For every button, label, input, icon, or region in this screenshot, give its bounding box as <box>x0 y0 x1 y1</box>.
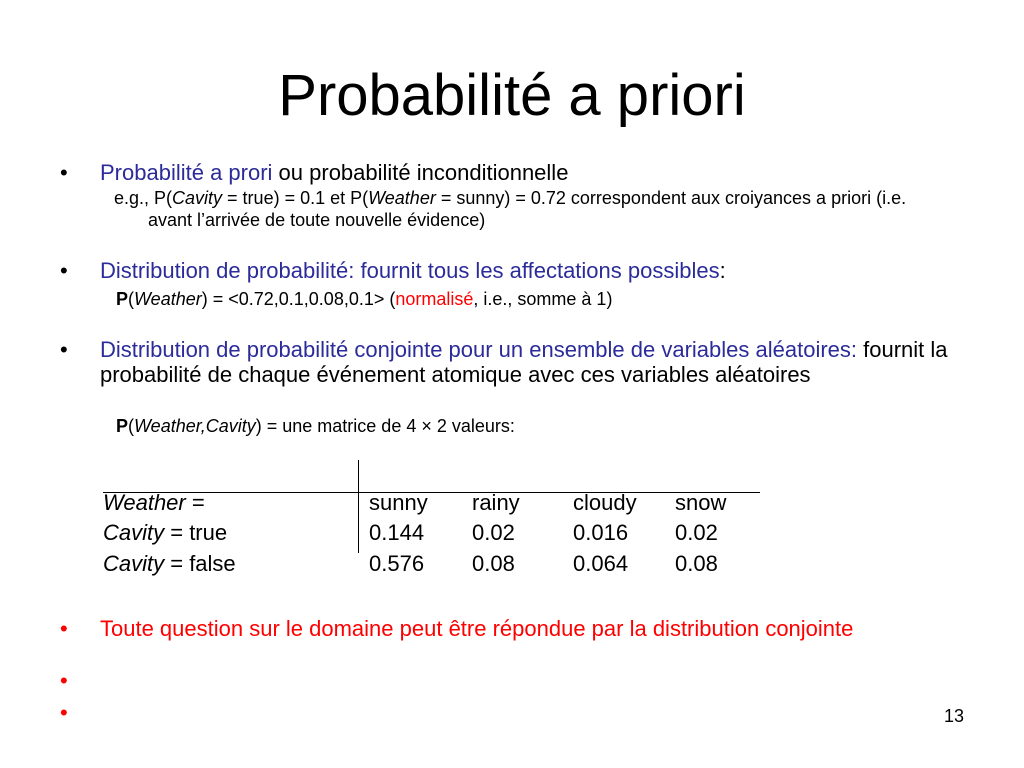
bullet-blue-text: Distribution de probabilité: fournit tous les affectations possibles <box>100 258 720 283</box>
bullet-text: ou probabilité inconditionnelle <box>272 160 569 185</box>
bullet-dot: • <box>60 668 68 693</box>
table-cell: 0.02 <box>675 520 718 545</box>
bullet-dot: • <box>60 616 68 641</box>
slide-title: Probabilité a priori <box>278 63 746 128</box>
table-row-header: Cavity = true <box>103 520 228 545</box>
sub-bullet-example: e.g., P(Cavity = true) = 0.1 et P(Weather = sunny) = 0.72 correspondent aux croiyances a priori (i.e. avant l’arrivée de toute nouvelle évidence) <box>114 188 907 230</box>
bullet-dot: • <box>60 337 68 362</box>
sub-bullet-weather-distribution: P(Weather) = <0.72,0.1,0.08,0.1> (normalisé, i.e., somme à 1) <box>116 289 613 309</box>
sub-bullet-joint-matrix: P(Weather,Cavity) = une matrice de 4 × 2 valeurs: <box>116 416 515 436</box>
bullet-red-text: Toute question sur le domaine peut être répondue par la distribution conjointe <box>100 616 854 641</box>
table-vertical-rule <box>358 460 359 553</box>
table-cell: 0.08 <box>675 551 718 576</box>
table-column-header: snow <box>675 490 727 515</box>
bullet-dot: • <box>60 700 68 725</box>
bullet-dot: • <box>60 258 68 283</box>
table-cell: 0.08 <box>472 551 515 576</box>
table-row-header: Cavity = false <box>103 551 236 576</box>
table-row-header: Weather = <box>103 490 205 515</box>
bullet-blue-text: Probabilité a prori <box>100 160 273 185</box>
table-column-header: cloudy <box>573 490 637 515</box>
table-cell: 0.02 <box>472 520 515 545</box>
table-cell: 0.016 <box>573 520 629 545</box>
table-column-header: rainy <box>472 490 520 515</box>
table-cell: 0.064 <box>573 551 629 576</box>
table-cell: 0.144 <box>369 520 425 545</box>
slide: Probabilité a priori • Probabilité a prori ou probabilité inconditionnelle e.g., P(Cavity = true) = 0.1 et P(Weather = sunny) = 0.72 correspondent aux croiyances a priori (i.e. avant l’arrivée de toute nouvelle évidence) • Distribution de probabilité: fournit tous les affectations possibles: P(Weather) = <0.72,0.1,0.08,0.1> (normalisé, i.e., somme à 1) • Distribution de probabilité conjointe pour un ensemble de variables aléatoires: fournit la probabilité de chaque événement atomique avec ces variables aléatoires P(Weather,Cavity) = une matrice de 4 × 2 valeurs: Weather = Cavity = true Cavity = false sunny rainy cloudy snow 0.144 0.02 0.016 0.02 0.576 0.08 0.064 0.08 • Toute question sur le domaine peut être répondue par la distribution conjointe • • 13 <box>0 0 1024 768</box>
bullet-blue-text: Distribution de probabilité conjointe pour un ensemble de variables aléatoires: <box>100 337 858 362</box>
table-column-header: sunny <box>369 490 428 515</box>
table-cell: 0.576 <box>369 551 425 576</box>
page-number: 13 <box>943 706 964 726</box>
bullet-dot: • <box>60 160 68 185</box>
